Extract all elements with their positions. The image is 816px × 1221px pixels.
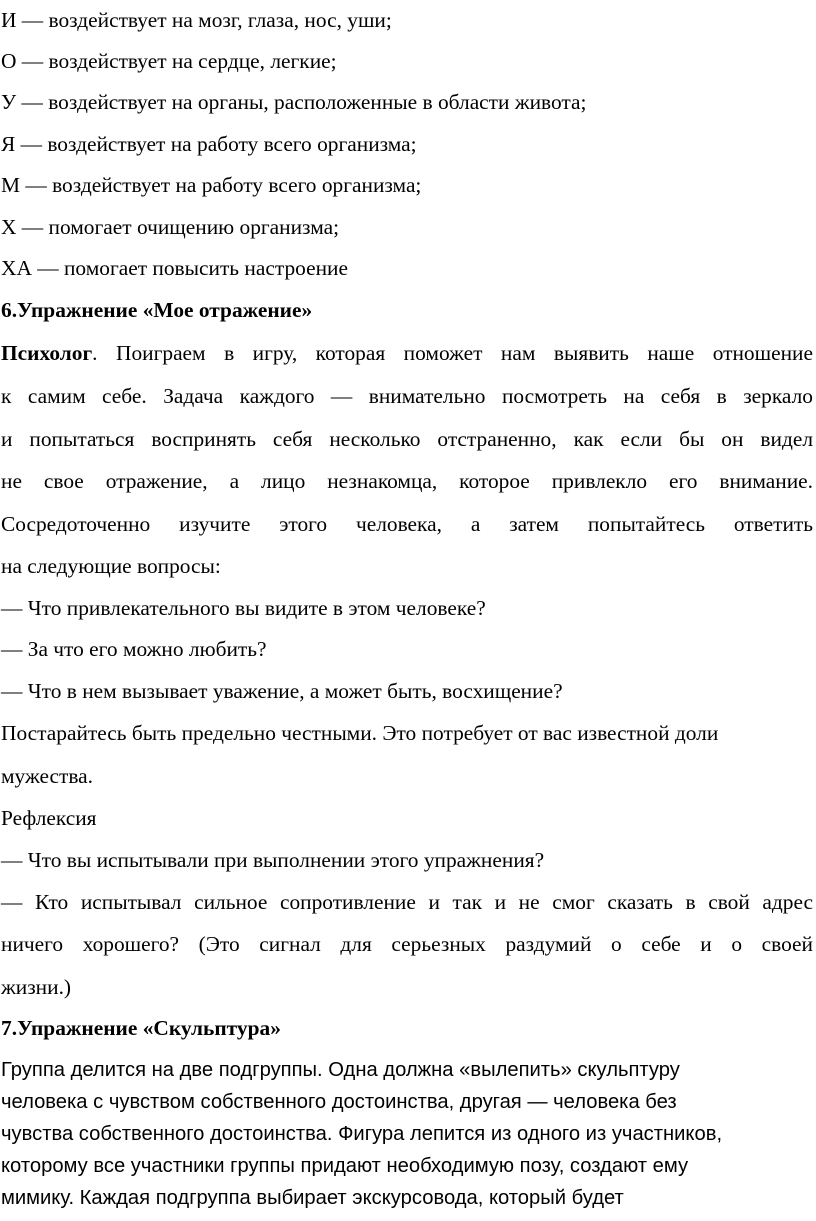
exercise6-heading: 6.Упражнение «Мое отражение»: [1, 298, 313, 322]
reflection-title: Рефлексия: [1, 806, 97, 830]
reflection-question-2-end: жизни.): [1, 975, 72, 999]
sound-item-i: И — воздействует на мозг, глаза, нос, уши;: [1, 8, 392, 32]
exercise6-intro-line-6: на следующие вопросы:: [1, 554, 221, 578]
sound-item-kh: Х — помогает очищению организма;: [1, 215, 340, 239]
question-3: — Что в нем вызывает уважение, а может быть, восхищение?: [1, 679, 563, 703]
exercise6-intro-line-2: к самим себе. Задача каждого — внимательно посмотреть на себя в зеркало: [1, 384, 813, 408]
sound-item-m: М — воздействует на работу всего организма;: [1, 173, 422, 197]
sound-item-o: О — воздействует на сердце, легкие;: [1, 49, 337, 73]
exercise7-line-4: которому все участники группы придают необходимую позу, создают ему: [1, 1155, 689, 1177]
exercise7-heading: 7.Упражнение «Скульптура»: [1, 1016, 281, 1040]
reflection-question-1: — Что вы испытывали при выполнении этого упражнения?: [1, 848, 545, 872]
reflection-question-2-cont: ничего хорошего? (Это сигнал для серьезных раздумий о себе и о своей: [1, 932, 813, 956]
reflection-question-2: — Кто испытывал сильное сопротивление и так и не смог сказать в свой адрес: [1, 890, 813, 914]
sound-item-ya: Я — воздействует на работу всего организма;: [1, 132, 417, 156]
question-2: — За что его можно любить?: [1, 637, 267, 661]
question-1: — Что привлекательного вы видите в этом человеке?: [1, 596, 486, 620]
exercise7-line-5: мимику. Каждая подгруппа выбирает экскурсовода, который будет: [1, 1187, 624, 1209]
speaker-label: Психолог: [1, 341, 93, 365]
exercise7-line-3: чувства собственного достоинства. Фигура лепится из одного из участников,: [1, 1123, 723, 1145]
exercise6-intro-line-1: [1, 340, 813, 366]
sound-item-kha: ХА — помогает повысить настроение: [1, 256, 348, 280]
exercise6-intro-line-4: не свое отражение, а лицо незнакомца, которое привлекло его внимание.: [1, 469, 813, 493]
intro-text: . Поиграем в игру, которая поможет нам выявить наше отношение: [92, 341, 813, 365]
exercise6-intro-line-5: Сосредоточенно изучите этого человека, а затем попытайтесь ответить: [1, 512, 813, 536]
honesty-line-1: Постарайтесь быть предельно честными. Это потребует от вас известной доли: [1, 721, 719, 745]
sound-item-u: У — воздействует на органы, расположенные в области живота;: [1, 90, 587, 114]
exercise7-line-2: человека с чувством собственного достоинства, другая — человека без: [1, 1091, 677, 1113]
honesty-line-2: мужества.: [1, 764, 93, 788]
exercise6-intro-line-3: и попытаться воспринять себя несколько отстраненно, как если бы он видел: [1, 427, 813, 451]
exercise7-line-1: Группа делится на две подгруппы. Одна должна «вылепить» скульптуру: [1, 1059, 680, 1081]
